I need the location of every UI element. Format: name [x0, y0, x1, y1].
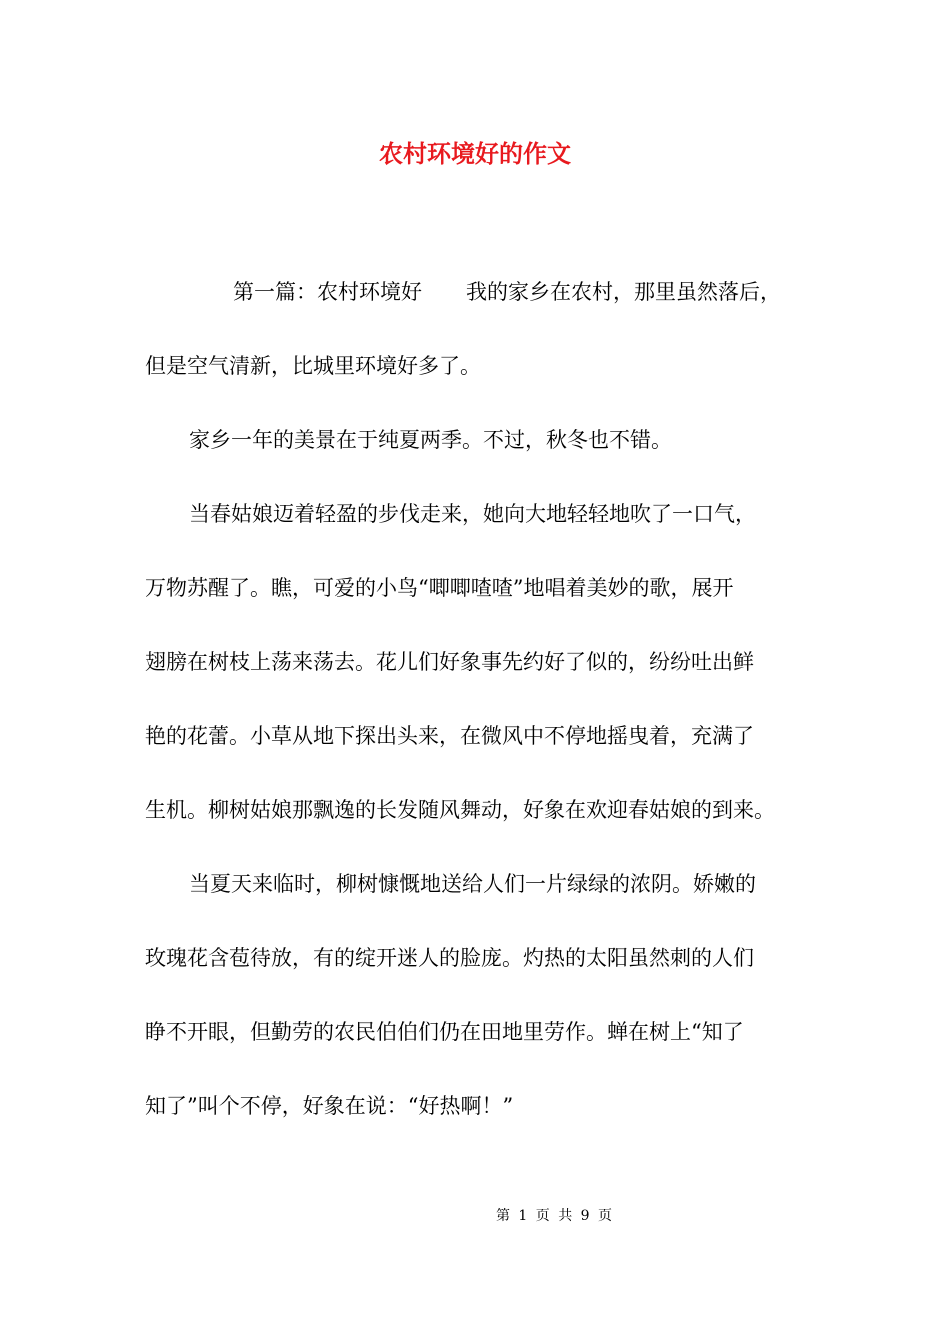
paragraph-line: 但是空气清新，比城里环境好多了。 — [145, 354, 481, 378]
paragraph-line: 知了”叫个不停，好象在说：“好热啊！” — [145, 1094, 514, 1118]
paragraph-2 — [145, 422, 813, 459]
line-text: 我的家乡在农村，那里虽然落后， — [466, 280, 781, 304]
document-title: 农村环境好的作文 — [379, 139, 571, 168]
paragraph-line — [145, 274, 813, 311]
document-body — [145, 274, 813, 1125]
paragraph-4 — [145, 866, 813, 1125]
paragraph-line: 生机。柳树姑娘那飘逸的长发随风舞动，好象在欢迎春姑娘的到来。 — [145, 798, 775, 822]
paragraph-line: 家乡一年的美景在于纯夏两季。不过，秋冬也不错。 — [189, 428, 672, 452]
paragraph-line: 当春姑娘迈着轻盈的步伐走来，她向大地轻轻地吹了一口气， — [189, 502, 756, 526]
section-heading: 第一篇：农村环境好 — [233, 280, 422, 304]
paragraph-1 — [145, 274, 813, 385]
paragraph-line: 万物苏醒了。瞧，可爱的小鸟“唧唧喳喳”地唱着美妙的歌，展开 — [145, 576, 734, 600]
paragraph-line: 玫瑰花含苞待放，有的绽开迷人的脸庞。灼热的太阳虽然刺的人们 — [145, 946, 754, 970]
paragraph-3 — [145, 496, 813, 829]
paragraph-line: 艳的花蕾。小草从地下探出头来，在微风中不停地摇曳着，充满了 — [145, 724, 754, 748]
page-number-footer: 第 1 页 共 9 页 — [495, 1208, 615, 1224]
paragraph-line: 翅膀在树枝上荡来荡去。花儿们好象事先约好了似的，纷纷吐出鲜 — [145, 650, 754, 674]
paragraph-line: 睁不开眼，但勤劳的农民伯伯们仍在田地里劳作。蝉在树上“知了 — [145, 1020, 744, 1044]
paragraph-line: 当夏天来临时，柳树慷慨地送给人们一片绿绿的浓阴。娇嫩的 — [189, 872, 756, 896]
